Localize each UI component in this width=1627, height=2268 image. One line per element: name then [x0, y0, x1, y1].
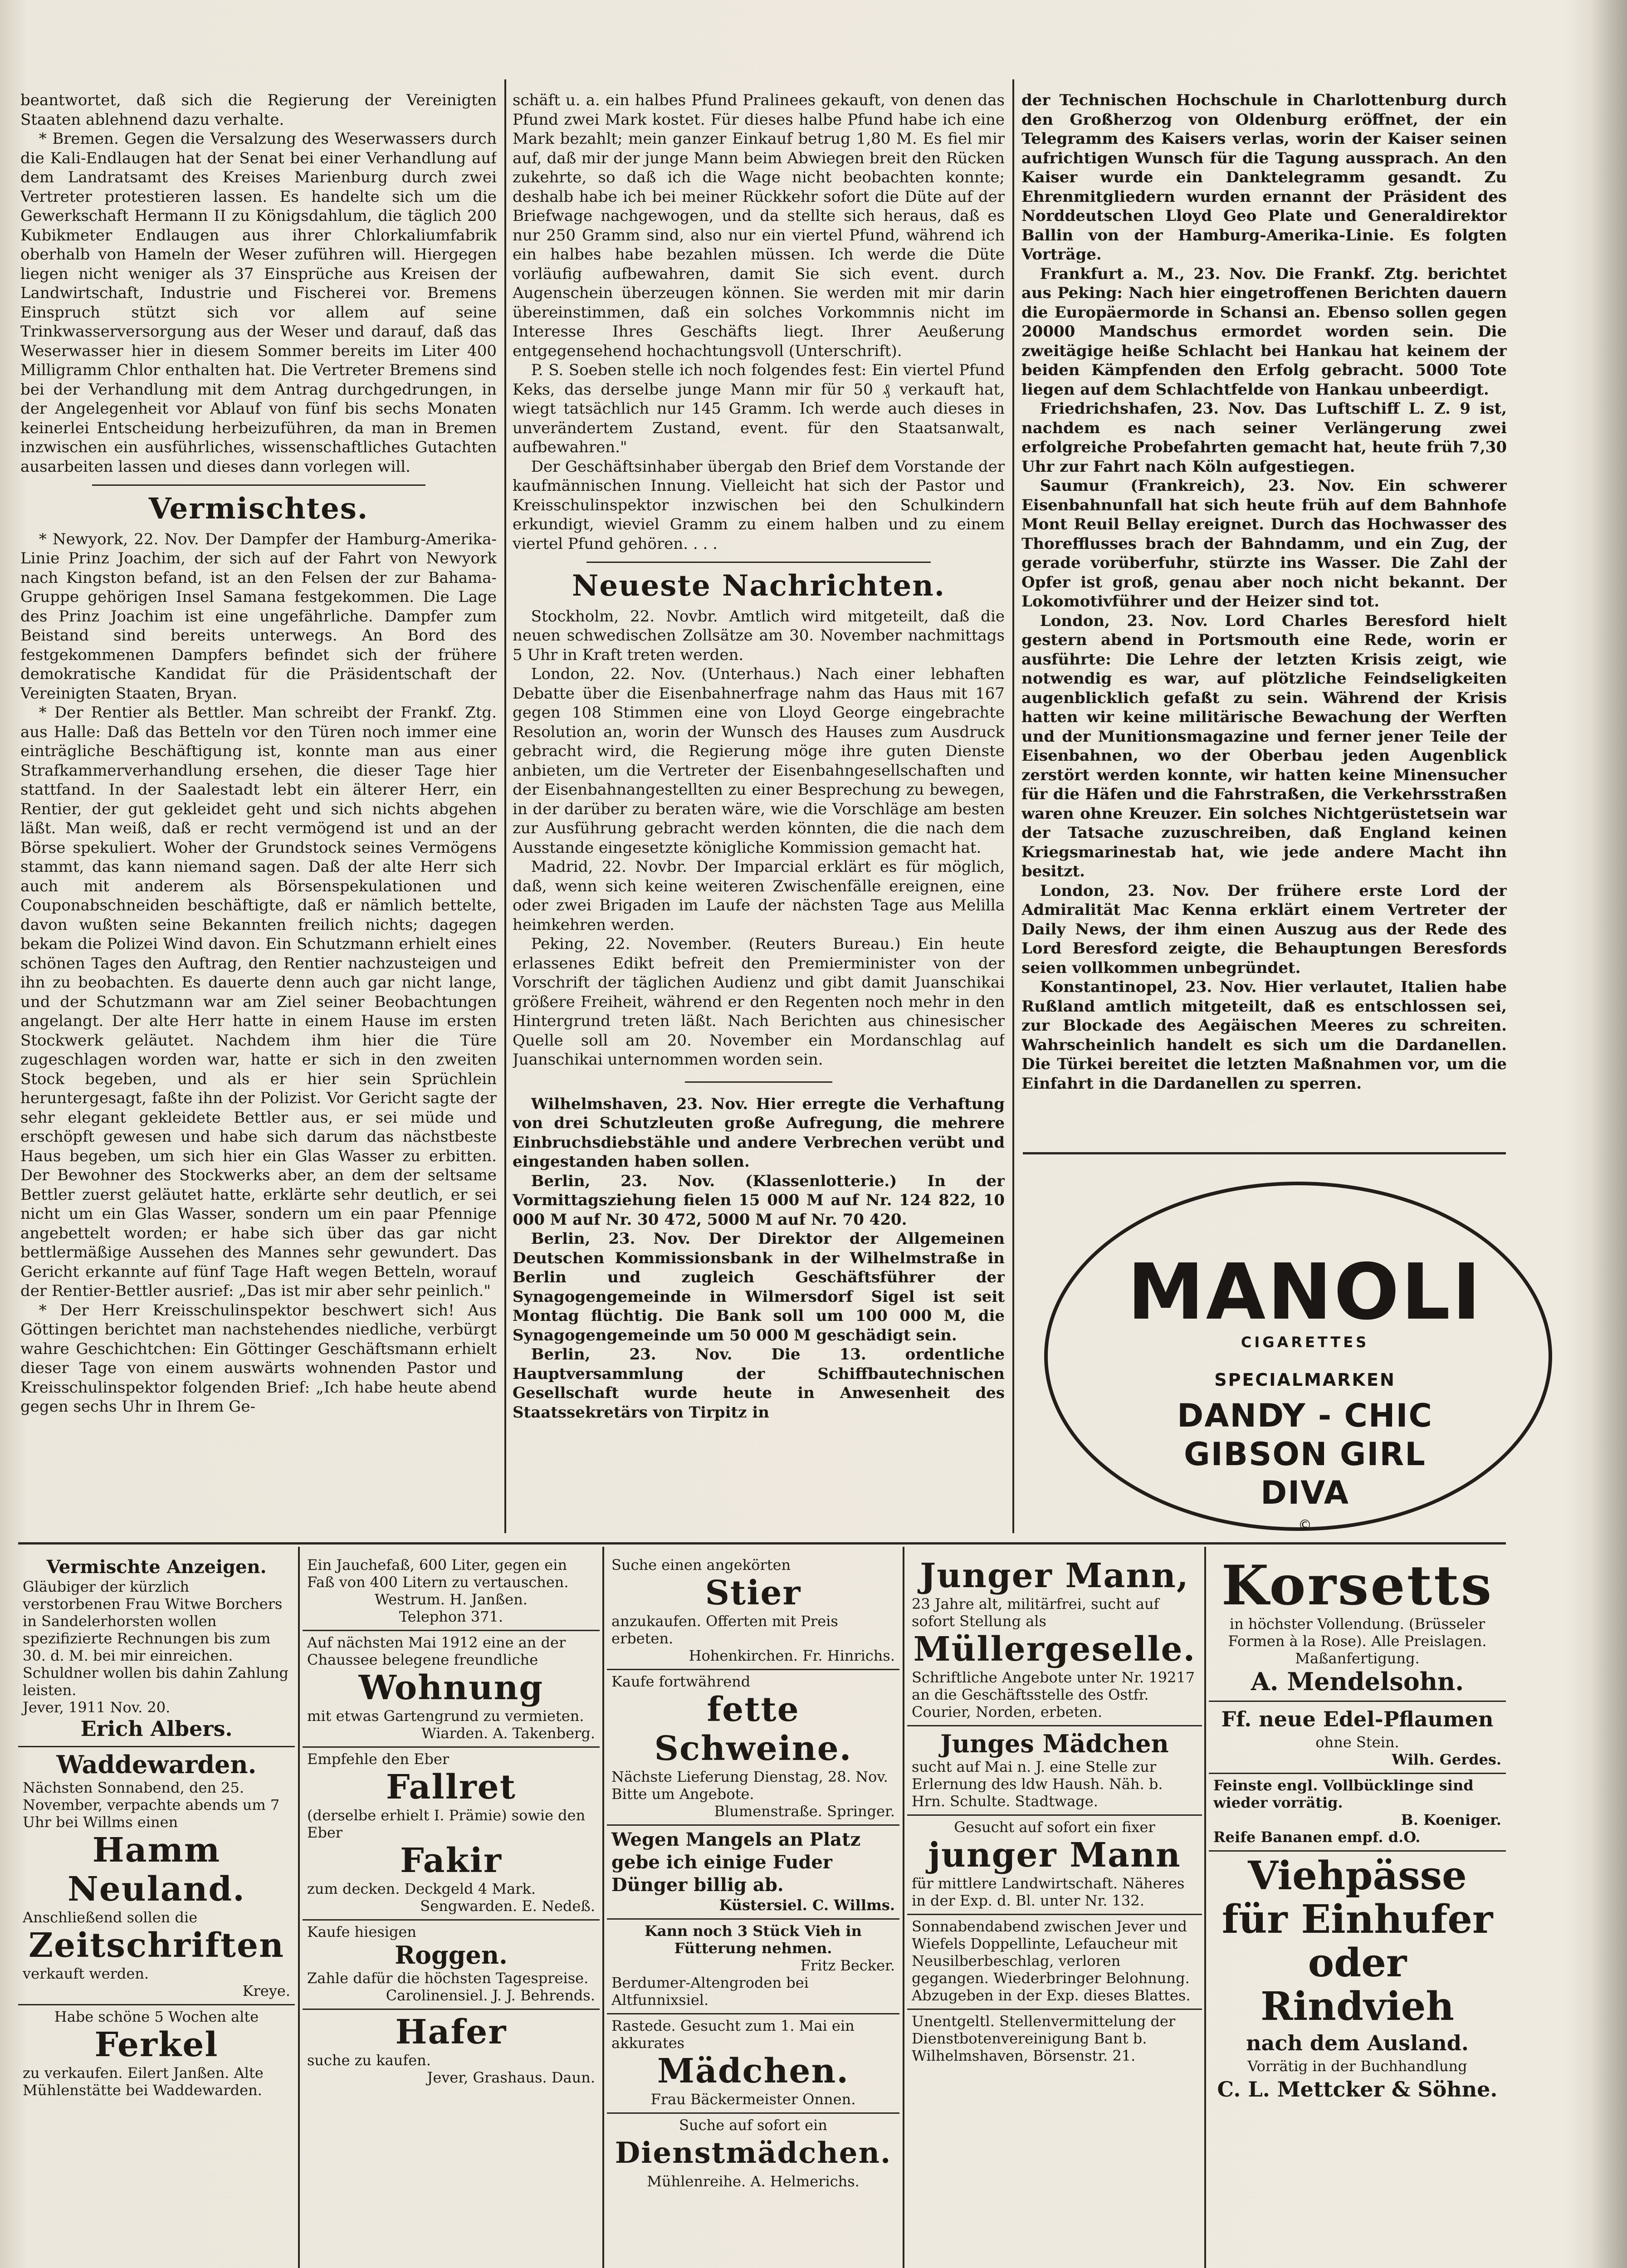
- ad-headline: Stier: [705, 1574, 801, 1613]
- ad-headline: A. Mendelsohn.: [1251, 1667, 1464, 1696]
- article-paragraph: * Der Rentier als Bettler. Man schreibt der Frankf. Ztg. aus Halle: Daß das Betteln vor den Türen noch immer eine einträgliche Beschäftigung ist, konnte man aus einer Strafkammerverhandlung ersehen, die dieser Tage hier stattfand. In der Saalestadt lebt ein älterer Herr, ein Rentier, der gut gekleidet geht und sich nichts abgehen läßt. Man weiß, daß er recht vermögend ist und an der Börse spekuliert. Woher der Grundstock seines Vermögens stammt, das kann niemand sagen. Daß der alte Herr sich auch mit anderem als Börsenspekulationen und Couponabschneiden beschäftigte, daß er nämlich bettelte, davon wußten seine Bekannten freilich nichts; dagegen bekam die Polizei Wind davon. Ein Schutzmann erhielt eines schönen Tages den Auftrag, den Rentier nachzusteigen und ihn zu beobachten. Es dauerte denn auch gar nicht lange, und der Schutzmann war am Ziel seiner Beobachtungen angelangt. Der alte Herr hatte in einem Hause im ersten Stockwerk geläutet. Nachdem ihm hier die Türe zugeschlagen worden war, hatte er sich in den zweiten Stock begeben, und als er hier sein Sprüchlein heruntergesagt, faßte ihn der Polizist. Vor Gericht sagte der sehr elegant gekleidete Bettler aus, er sei müde und erschöpft gewesen und habe sich darum das nächstbeste Haus begeben, um sich hier ein Glas Wasser zu erbitten. Der Bewohner des Stockwerks aber, an dem der seltsame Bettler zuerst geläutet hatte, erklärte sehr deutlich, er sei nicht um ein Glas Wasser, sondern um ein paar Pfennige angebettelt worden; er habe sich über das gar nicht bettlermäßige Aussehen des Mannes sehr gewundert. Das Gericht erkannte auf fünf Tage Haft wegen Betteln, worauf der Rentier-Bettler ausrief: „Das ist mir aber sehr peinlich.": [20, 704, 497, 1300]
- ad-text: Kaufe hiesigen: [307, 1923, 417, 1941]
- ad-place-date: Jever, 1911 Nov. 20.: [23, 1699, 171, 1716]
- classified-ad: [907, 1915, 1202, 2010]
- ad-text: Ein Jauchefaß, 600 Liter, gegen ein Faß von 400 Litern zu vertauschen.: [307, 1556, 569, 1591]
- ad-text: mit etwas Gartengrund zu vermieten.: [307, 1707, 584, 1725]
- classified-ad: [303, 1748, 600, 1921]
- ad-signature: Blumenstraße. Springer.: [714, 1803, 895, 1820]
- classified-ad: [18, 1554, 295, 1747]
- ad-headline: Zeitschriften: [29, 1926, 284, 1965]
- ad-text: Sonnabendabend zwischen Jever und Wiefels Doppellinte, Lefaucheur mit Neusilberbeschlag, verloren gegangen. Wiederbringer Belohnung. Abzugeben in der Exp. dieses Blattes.: [912, 1918, 1191, 2004]
- article-paragraph: * Der Herr Kreisschulinspektor beschwert sich! Aus Göttingen berichtet man nachstehendes niedliche, verbürgt wahre Geschichtchen: Ein Göttinger Geschäftsmann erhielt dieser Tage von einem auswärts wohnenden Pastor und Kreisschulinspektor folgenden Brief: „Ich habe heute abend gegen sechs Uhr in Ihrem Ge-: [20, 1301, 497, 1416]
- ad-signature: B. Koeniger.: [1401, 1811, 1501, 1828]
- ad-text: suche zu kaufen.: [307, 2052, 431, 2069]
- classified-ad: [607, 2114, 899, 2195]
- classified-ad: [1209, 1702, 1506, 1774]
- news-item: London, 22. Nov. (Unterhaus.) Nach einer lebhaften Debatte über die Eisenbahnerfrage nahm das Haus mit 167 gegen 108 Stimmen eine von Lloyd George eingebrachte Resolution an, worin der Wunsch des Hauses zum Ausdruck gebracht wird, die Regierung möge ihre guten Dienste anbieten, um die Vertreter der Eisenbahngesellschaften und der Eisenbahnangestellten zu einer Besprechung zu bewegen, in der darüber zu beraten wäre, wie die Vorschläge am besten zur Ausführung gebracht werden könnten, die die nach dem Ausstande eingesetzte königliche Kommission gemacht hat.: [513, 665, 1005, 857]
- manoli-brand-2: GIBSON GIRL: [1184, 1436, 1426, 1473]
- news-item: Wilhelmshaven, 23. Nov. Hier erregte die Verhaftung von drei Schutzleuten große Aufregung, die mehrere Einbruchsdiebstähle und andere Verbrechen verübt und eingestanden haben sollen.: [513, 1095, 1005, 1171]
- news-item: Stockholm, 22. Novbr. Amtlich wird mitgeteilt, daß die neuen schwedischen Zollsätze am 30. November nachmittags 5 Uhr in Kraft treten werden.: [513, 607, 1005, 664]
- ad-text: Nächsten Sonnabend, den 25. November, verpachte abends um 7 Uhr bei Willms einen: [23, 1779, 280, 1831]
- ad-headline: Hamm Neuland.: [68, 1831, 245, 1909]
- ad-headline: Viehpässe: [1248, 1853, 1467, 1899]
- classified-ad: [907, 2010, 1202, 2069]
- ad-headline: Mädchen.: [657, 2052, 850, 2091]
- ad-headline: Ferkel: [94, 2025, 219, 2064]
- classified-ad: [1209, 1774, 1506, 1852]
- ad-text: Gläubiger der kürzlich verstorbenen Frau Witwe Borchers in Sandelerhorsten wollen spezifizierte Rechnungen bis zum 30. d. M. bei mir einreichen. Schuldner wollen bis dahin Zahlung leisten.: [23, 1578, 288, 1699]
- ad-signature: Wiarden. A. Takenberg.: [421, 1725, 595, 1742]
- ad-place: Waddewarden.: [56, 1750, 257, 1779]
- ad-text: zum decken. Deckgeld 4 Mark.: [307, 1880, 536, 1897]
- ad-headline: Korsetts: [1221, 1554, 1494, 1618]
- column-rule-2: [1012, 79, 1014, 1533]
- classified-column-5: [1209, 1554, 1506, 2268]
- ad-text: Reife Bananen empf. d.O.: [1213, 1828, 1421, 1846]
- ad-signature: C. L. Mettcker & Söhne.: [1217, 2077, 1498, 2102]
- ad-text: Nächste Lieferung Dienstag, 28. Nov. Bitte um Angebote.: [611, 1768, 888, 1803]
- ad-text: Habe schöne 5 Wochen alte: [54, 2008, 259, 2025]
- page-edge-shadow: [1591, 0, 1627, 2268]
- article-paragraph: P. S. Soeben stelle ich noch folgendes fest: Ein viertel Pfund Keks, das derselbe junge Mann mir für 50 ₰ verkauft hat, wiegt tatsächlich nur 145 Gramm. Ich werde auch dieses in unverändertem Zustand, event. für den Staatsanwalt, aufbewahren.": [513, 361, 1005, 456]
- article-paragraph: * Bremen. Gegen die Versalzung des Weserwassers durch die Kali-Endlaugen hat der Senat bei einer Verhandlung auf dem Landratsamt des Kreises Marienburg durch zwei Vertreter protestieren lassen. Es handelte sich um die Gewerkschaft Hermann II zu Königsdahlum, die täglich 200 Kubikmeter Endlaugen aus ihrer Chlorkaliumfabrik oberhalb von Hameln der Weser zuführen will. Hiergegen liegen nicht weniger als 37 Einsprüche aus Kreisen der Landwirtschaft, Industrie und Fischerei vor. Bremens Einspruch stützt sich vor allem auf seine Trinkwasserversorgung aus der Weser und darauf, daß das Weserwasser hier in diesem Sommer bereits im Liter 400 Milligramm Chlor enthalten hat. Die Vertreter Bremens sind bei der Verhandlung mit dem Antrag durchgedrungen, in der Angelegenheit vor Ablauf von fünf bis sechs Monaten keinerlei Entscheidung herbeizuführen, da man in Bremen inzwischen ein ausführliches, wissenschaftliches Gutachten ausarbeiten lassen und dieses dann vorlegen will.: [20, 130, 497, 476]
- ad-text: Kann noch 3 Stück Vieh in Fütterung nehmen.: [645, 1922, 862, 1957]
- classified-ad: [907, 1554, 1202, 1726]
- ad-text: anzukaufen. Offerten mit Preis erbeten.: [611, 1613, 838, 1647]
- ad-text: Schriftliche Angebote unter Nr. 19217 an die Geschäftsstelle des Ostfr. Courier, Norden, erbeten.: [912, 1669, 1195, 1721]
- ad-text: Anschließend sollen die: [23, 1909, 198, 1926]
- news-item: Madrid, 22. Novbr. Der Imparcial erklärt es für möglich, daß, wenn sich keine weiteren Zwischenfälle ereignen, eine oder zwei Brigaden im Laufe der nächsten Tage aus Melilla heimkehren werden.: [513, 858, 1005, 934]
- ad-headline: Fallret: [386, 1768, 516, 1807]
- news-item: Saumur (Frankreich), 23. Nov. Ein schwerer Eisenbahnunfall hat sich heute früh auf dem Bahnhofe Mont Reuil Bellay ereignet. Durch das Hochwasser des Thorefflusses brach der Bahndamm, und ein Zug, der gerade vorüberfuhr, stürzte ins Wasser. Die Zahl der Opfer ist groß, genau aber noch nicht bekannt. Der Lokomotivführer und der Heizer sind tot.: [1021, 477, 1507, 611]
- news-separator: [685, 1081, 833, 1083]
- ad-headline: Junger Mann,: [920, 1556, 1189, 1595]
- classified-ad: [1209, 1852, 1506, 2108]
- ad-signature: Frau Bäckermeister Onnen.: [650, 2091, 856, 2108]
- ads-section-heading: Vermischte Anzeigen.: [46, 1556, 267, 1578]
- manoli-brand-1: DANDY - CHIC: [1177, 1397, 1433, 1434]
- classified-ad: [607, 1826, 899, 1920]
- classified-ad: [607, 1554, 899, 1670]
- news-item: der Technischen Hochschule in Charlottenburg durch den Großherzog von Oldenburg eröffnet, der ein Telegramm des Kaisers verlas, worin der Kaiser seinen aufrichtigen Wunsch für die Tagung aussprach. An den Kaiser wurde ein Danktelegramm gesandt. Zu Ehrenmitgliedern wurden ernannt der Präsident des Norddeutschen Lloyd Geo Plate und Generaldirektor Ballin von der Hamburg-Amerika-Linie. Es folgten Vorträge.: [1021, 91, 1507, 264]
- news-item: London, 23. Nov. Der frühere erste Lord der Admiralität Mac Kenna erklärt einem Vertreter der Daily News, der ihm einen Auszug aus der Rede des Lord Beresford zeigte, die Behauptungen Beresfords seien vollkommen unbegründet.: [1021, 881, 1507, 977]
- news-item: Berlin, 23. Nov. Der Direktor der Allgemeinen Deutschen Kommissionsbank in der Wilhelmstraße in Berlin und zugleich Geschäftsführer der Synagogengemeinde in Wilmersdorf Sigel ist seit Montag flüchtig. Die Bank soll um 100 000 M, die Synagogengemeinde um 50 000 M geschädigt sein.: [513, 1230, 1005, 1344]
- manoli-advertisement: [1026, 1154, 1584, 1549]
- ad-signature: Wilh. Gerdes.: [1392, 1751, 1501, 1768]
- ad-signature: Küstersiel. C. Willms.: [719, 1897, 895, 1914]
- ad-text: in höchster Vollendung. (Brüsseler Formen à la Rose). Alle Preislagen. Maßanfertigung.: [1228, 1615, 1487, 1667]
- ad-text: Rastede. Gesucht zum 1. Mai ein akkurates: [611, 2017, 855, 2052]
- ad-signature: Carolinensiel. J. J. Behrends.: [386, 1987, 595, 2004]
- ad-subheadline: nach dem Ausland.: [1246, 2031, 1469, 2055]
- ad-text: Zahle dafür die höchsten Tagespreise.: [307, 1970, 589, 1987]
- article-paragraph: schäft u. a. ein halbes Pfund Pralinees gekauft, von denen das Pfund zwei Mark kostet. Für dieses halbe Pfund habe ich eine Mark bezahlt; mein ganzer Einkauf betrug 1,80 M. Es fiel mir auf, daß mir der junge Mann beim Abwiegen breit den Rücken zukehrte, so daß ich die Wage nicht beobachten konnte; deshalb habe ich bei meiner Rückkehr sofort die Düte auf der Briefwage nachgewogen, und da stellte sich heraus, daß es nur 250 Gramm sind, also nur ein viertel Pfund, während ich ein halbes habe bezahlen müssen. Ich werde die Düte vorläufig aufbewahren, damit Sie sich event. durch Augenschein überzeugen können. Sie werden mit mir darin übereinstimmen, daß ein solches Vorkommnis nicht im Interesse Ihres Geschäfts liegt. Ihrer Aeußerung entgegensehend hochachtungsvoll (Unterschrift).: [513, 91, 1005, 360]
- article-column-1: [20, 91, 497, 1533]
- classified-ad: [18, 1747, 295, 2005]
- ad-headline: Müllergeselle.: [913, 1630, 1196, 1669]
- section-heading-vermischtes: Vermischtes.: [148, 492, 369, 526]
- ads-rule-4: [1204, 1547, 1206, 2268]
- article-column-3: [1021, 91, 1507, 1148]
- classified-ad: [607, 1920, 899, 2014]
- ad-headline: Roggen.: [395, 1941, 508, 1970]
- ad-text: Vorrätig in der Buchhandlung: [1247, 2058, 1467, 2075]
- ad-text: Auf nächsten Mai 1912 eine an der Chaussee belegene freundliche: [307, 1634, 566, 1668]
- manoli-logo-text: MANOLI: [1127, 1247, 1483, 1337]
- ad-text: zu verkaufen. Eilert Janßen. Alte Mühlenstätte bei Waddewarden.: [23, 2064, 264, 2099]
- section-heading-neueste-nachrichten: Neueste Nachrichten.: [572, 569, 946, 603]
- news-item: Berlin, 23. Nov. (Klassenlotterie.) In der Vormittagsziehung fielen 15 000 M auf Nr. 124 822, 10 000 M auf Nr. 30 472, 5000 M auf Nr. 70 420.: [513, 1172, 1005, 1229]
- classified-column-3: [607, 1554, 899, 2268]
- ad-signature: Erich Albers.: [80, 1716, 233, 1741]
- ad-signature: Mühlenreihe. A. Helmerichs.: [647, 2173, 860, 2190]
- ad-text: für mittlere Landwirtschaft. Näheres in der Exp. d. Bl. unter Nr. 132.: [912, 1875, 1185, 1909]
- ad-headline: Ff. neue Edel-Pflaumen: [1221, 1707, 1494, 1731]
- section-divider: [586, 562, 931, 563]
- classified-ad: [303, 1554, 600, 1631]
- ad-text: sucht auf Mai n. J. eine Stelle zur Erlernung des ldw Haush. Näh. b. Hrn. Schulte. Stadtwage.: [912, 1758, 1163, 1810]
- ad-text: Feinste engl. Vollbücklinge sind wieder vorrätig.: [1213, 1777, 1474, 1811]
- ad-signature: Hohenkirchen. Fr. Hinrichs.: [689, 1647, 895, 1664]
- classified-ad: [607, 2014, 899, 2114]
- ad-text: 23 Jahre alt, militärfrei, sucht auf sofort Stellung als: [912, 1595, 1159, 1630]
- article-column-2: [513, 91, 1005, 1533]
- ad-text: (derselbe erhielt I. Prämie) sowie den Eber: [307, 1807, 586, 1841]
- classified-ad: [1209, 1554, 1506, 1702]
- ad-headline: Hafer: [395, 2013, 507, 2052]
- classified-column-1: [18, 1554, 295, 2268]
- section-divider: [92, 484, 425, 486]
- ad-text: Kaufe fortwährend: [611, 1673, 751, 1690]
- ad-headline: fette Schweine.: [654, 1690, 852, 1768]
- ad-phone: Telephon 371.: [399, 1608, 503, 1625]
- classified-ad: [303, 1921, 600, 2010]
- ad-text: Suche auf sofort ein: [679, 2116, 827, 2134]
- classified-ad: [303, 1631, 600, 1748]
- classified-ad: [907, 1726, 1202, 1816]
- classified-ad: [303, 2010, 600, 2091]
- ads-rule-1: [298, 1547, 300, 2268]
- article-paragraph: * Newyork, 22. Nov. Der Dampfer der Hamburg-Amerika-Linie Prinz Joachim, der sich auf der Fahrt von Newyork nach Kingston befand, ist an den Felsen der zur Bahama-Gruppe gehörigen Insel Samana festgekommen. Die Lage des Prinz Joachim ist eine ungefährliche. Dampfer zum Beistand sind bereits unterwegs. An Bord des festgekommenen Dampfers befindet sich der frühere demokratische Kandidat für die Präsidentschaft der Vereinigten Staaten, Bryan.: [20, 530, 497, 703]
- ad-headline: Wohnung: [358, 1668, 544, 1707]
- ad-signature: Fritz Becker.: [800, 1957, 895, 1974]
- ad-signature: Westrum. H. Janßen.: [375, 1591, 528, 1608]
- ad-headline: Fakir: [400, 1841, 502, 1880]
- article-paragraph: beantwortet, daß sich die Regierung der Vereinigten Staaten ablehnend dazu verhalte.: [20, 91, 497, 129]
- ad-text: Suche einen angekörten: [611, 1556, 791, 1574]
- ad-text: Berdumer-Altengroden bei Altfunnixsiel.: [611, 1974, 809, 2009]
- ad-headline: oder Rindvieh: [1261, 1940, 1454, 2029]
- classified-ad: [907, 1816, 1202, 1915]
- ad-text: Unentgeltl. Stellenvermittelung der Dienstbotenvereinigung Bant b. Wilhelmshaven, Börsenstr. 21.: [912, 2013, 1176, 2064]
- news-item: London, 23. Nov. Lord Charles Beresford hielt gestern abend in Portsmouth eine Rede, worin er ausführte: Die Lehre der letzten Krisis zeigt, wie notwendig es war, auf plötzliche Feindseligkeiten augenblicklich gefaßt zu sein. Während der Krisis hatten wir keine militärische Bewachung der Werften und der Munitionsmagazine und ferner jener Teile der Eisenbahnen, wo der Oberbau jeden Augenblick zerstört werden konnte, wir hatten keine Minensucher für die Häfen und die Fahrstraßen, die Verkehrsstraßen waren ohne Kreuzer. Ein solches Nichtgerüstetsein war der Tatsache zuzuschreiben, daß England keinen Kriegsmarinestab hat, wie jede andere Macht ihn besitzt.: [1021, 611, 1507, 880]
- ad-signature: Kreye.: [242, 1982, 290, 1999]
- classified-column-2: [303, 1554, 600, 2268]
- news-item: Friedrichshafen, 23. Nov. Das Luftschiff L. Z. 9 ist, nachdem es nach seiner Verlängerung zwei erfolgreiche Probefahrten gemacht hat, heute früh 7,30 Uhr zur Fahrt nach Köln aufgestiegen.: [1021, 400, 1507, 476]
- ad-text: verkauft werden.: [23, 1965, 149, 1982]
- ad-signature: Jever, Grashaus. Daun.: [427, 2069, 595, 2086]
- ad-text: Wegen Mangels an Platz gebe ich einige Fuder Dünger billig ab.: [611, 1829, 861, 1896]
- manoli-subtitle: CIGARETTES: [1241, 1334, 1369, 1351]
- news-item: Konstantinopel, 23. Nov. Hier verlautet, Italien habe Rußland amtlich mitgeteilt, daß es entschlossen sei, zur Blockade des Aegäischen Meeres zu schreiten. Wahrscheinlich handelt es sich um die Dardanellen. Die Türkei bereitet die letzten Maßnahmen vor, um die Einfahrt in die Dardanellen zu sperren.: [1021, 978, 1507, 1093]
- ad-text: ohne Stein.: [1315, 1734, 1399, 1751]
- classified-column-4: [907, 1554, 1202, 2268]
- ad-headline: für Einhufer: [1221, 1897, 1493, 1942]
- news-item: Peking, 22. November. (Reuters Bureau.) Ein heute erlassenes Edikt befreit den Premierminister von der Vorschrift der täglichen Audienz und gibt damit Juanschikai größere Freiheit, während er den Regenten noch mehr in den Hintergrund treten läßt. Nach Berichten aus chinesischer Quelle soll am 20. November ein Mordanschlag auf Juanschikai unternommen worden sein.: [513, 935, 1005, 1069]
- ad-headline: Junges Mädchen: [940, 1729, 1169, 1758]
- news-item: Berlin, 23. Nov. Die 13. ordentliche Hauptversammlung der Schiffbautechnischen Gesellschaft wurde heute in Anwesenheit des Staatssekretärs von Tirpitz in: [513, 1345, 1005, 1422]
- ad-headline: Dienstmädchen.: [615, 2136, 892, 2170]
- ad-text: Empfehle den Eber: [307, 1750, 450, 1768]
- ad-headline: junger Mann: [928, 1836, 1181, 1875]
- ad-signature: Sengwarden. E. Nedeß.: [420, 1897, 595, 1915]
- ads-rule-2: [602, 1547, 604, 2268]
- manoli-brand-3: DIVA: [1261, 1474, 1349, 1511]
- column-rule-1: [504, 79, 506, 1533]
- news-item: Frankfurt a. M., 23. Nov. Die Frankf. Ztg. berichtet aus Peking: Nach hier eingetroffenen Berichten dauern die Europäermorde in Schansi an. Ebenso sollen gegen 20000 Mandschus ermordet worden sein. Die zweitägige heiße Schlacht bei Hankau hat keinem der beiden Kämpfenden den Erfolg gebracht. 5000 Tote liegen auf dem Schlachtfelde von Hankau unbeerdigt.: [1021, 264, 1507, 399]
- manoli-special-label: SPECIALMARKEN: [1214, 1370, 1396, 1390]
- ad-text: Gesucht auf sofort ein fixer: [954, 1818, 1155, 1836]
- classified-ad: [18, 2005, 295, 2103]
- article-paragraph: Der Geschäftsinhaber übergab den Brief dem Vorstande der kaufmännischen Innung. Vielleicht hat sich der Pastor und Kreisschulinspektor inzwischen bei den Schulkindern erkundigt, wieviel Gramm zu einem halben und zu einem viertel Pfund gehören. . . .: [513, 457, 1005, 553]
- copyright-mark: ©: [1298, 1517, 1312, 1533]
- ads-rule-3: [903, 1547, 904, 2268]
- classified-ad: [607, 1670, 899, 1826]
